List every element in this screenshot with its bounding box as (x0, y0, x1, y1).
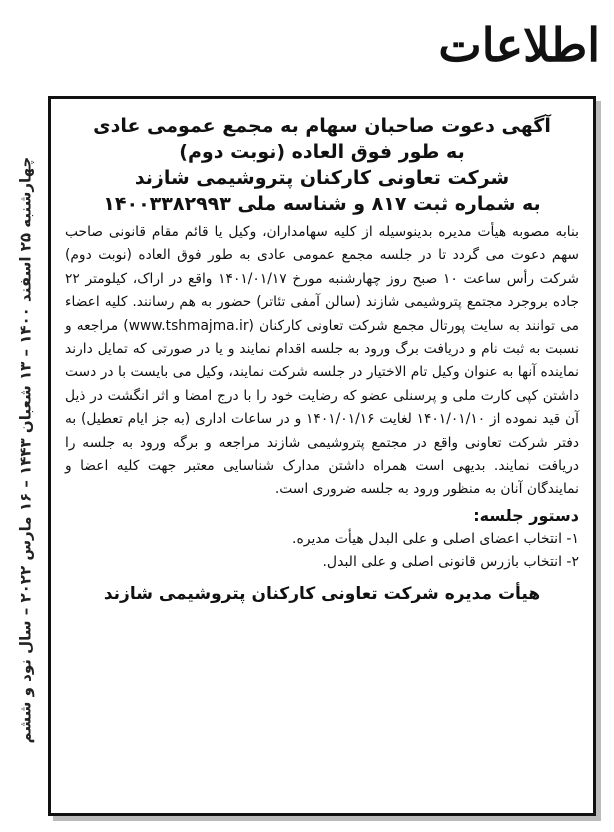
ad-title-line-2: به طور فوق العاده (نوبت دوم) (179, 141, 465, 163)
advertisement-box (48, 96, 596, 816)
ad-signature: هیأت مدیره شرکت تعاونی کارکنان پتروشیمی شازند (103, 583, 541, 604)
agenda-item-2: ۲- انتخاب بازرس قانونی اصلی و علی البدل. (322, 553, 579, 570)
newspaper-logo: اطلاعات (438, 18, 600, 72)
ad-body-text: بنابه مصوبه هیأت مدیره بدینوسیله از کلیه سهامداران، وکیل یا قائم مقام قانونی صاحب سهم دعوت می گردد تا در جلسه مجمع عمومی عادی به طور فوق العاده (نوبت دوم) شرکت رأس ساعت ۱۰ صبح روز چهارشنبه مورخ ۱۴۰۱/۰۱/۱۷ واقع در اراک، کیلومتر ۲۲ جاده بروجرد مجتمع پتروشیمی شازند (سالن آمفی تئاتر) حضور به هم رسانند. کلیه اعضاء می توانند به سایت پورتال مجمع شرکت تعاونی کارکنان (www.tshmajma.ir) مراجعه و نسبت به ثبت نام و دریافت برگ ورود به جلسه اقدام نمایند و یا در صورتی که تمایل دارند نماینده آنها به عنوان وکیل تام الاختیار در جلسه شرکت نمایند، وکیل می بایست با در دست داشتن کپی کارت ملی و پرسنلی عضو که رضایت خود را با درج امضا و اثر انگشت در ذیل آن قید نموده از ۱۴۰۱/۰۱/۱۰ لغایت ۱۴۰۱/۰۱/۱۶ و در ساعات اداری (به جز ایام تعطیل) به دفتر شرکت تعاونی واقع در مجتمع پتروشیمی شازند مراجعه و برگه ورود به جلسه را دریافت نمایند. بدیهی است همراه داشتن مدارک شناسایی معتبر جهت کلیه اعضا و نمایندگان آنان به منظور ورود به جلسه ضروری است. (65, 224, 580, 498)
side-date-text: چهارشنبه ۲۵ اسفند ۱۴۰۰ – ۱۳ شعبان ۱۴۴۳ – ۱۶ مارس ۲۰۲۲ – سال نود و ششم (16, 156, 35, 744)
agenda-item-1: ۱- انتخاب اعضای اصلی و علی البدل هیأت مدیره. (292, 530, 579, 547)
side-date-strip (10, 100, 40, 800)
ad-title-line-3: شرکت تعاونی کارکنان پتروشیمی شازند (134, 167, 510, 189)
ad-title (65, 113, 579, 217)
ad-title-line-1: آگهی دعوت صاحبان سهام به مجمع عمومی عادی (93, 115, 551, 137)
ad-title-line-4: به شماره ثبت ۸۱۷ و شناسه ملی ۱۴۰۰۳۳۸۲۹۹۳ (103, 193, 541, 215)
agenda-heading: دستور جلسه: (473, 505, 579, 525)
